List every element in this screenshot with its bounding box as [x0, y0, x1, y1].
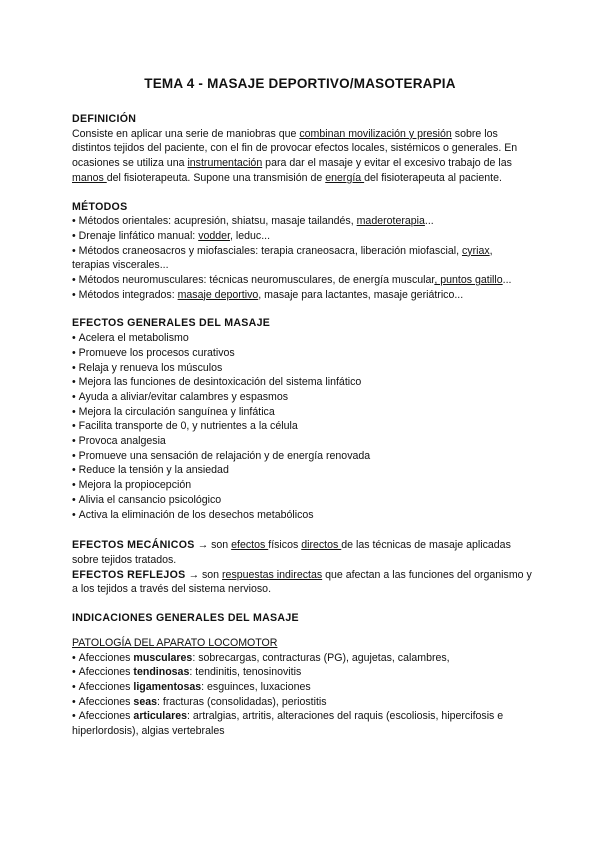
text-run: del fisioterapeuta al paciente.: [364, 171, 502, 184]
list-item: [72, 695, 532, 710]
text-run: Consiste en aplicar una serie de maniobras que: [72, 127, 300, 140]
definicion-heading: DEFINICIÓN: [72, 113, 137, 125]
underlined-text: manos: [72, 171, 107, 184]
indicaciones-heading: INDICACIONES GENERALES DEL MASAJE: [72, 612, 299, 625]
text-run: Afecciones: [78, 710, 134, 723]
bold-text: tendinosas: [133, 666, 190, 679]
underlined-text: maderoterapia: [356, 215, 425, 228]
metodos-list: [72, 214, 532, 302]
bold-text: articulares: [133, 710, 188, 723]
list-item: • Relaja y renueva los músculos: [72, 361, 532, 376]
document-body: [72, 112, 532, 739]
list-item: [72, 288, 532, 303]
text-run: Afecciones: [78, 695, 134, 708]
text-run: Métodos neuromusculares: técnicas neuromusculares, de energía muscular: [78, 274, 435, 287]
list-item: • Reduce la tensión y la ansiedad: [72, 463, 532, 478]
text-run: Afecciones: [78, 680, 134, 693]
metodos-heading: MÉTODOS: [72, 200, 128, 213]
list-item: [72, 651, 532, 666]
list-item: • Alivia el cansancio psicológico: [72, 493, 532, 508]
text-run: : fracturas (consolidadas), periostitis: [157, 695, 327, 708]
definicion-paragraph: [72, 127, 532, 186]
list-item: • Acelera el metabolismo: [72, 331, 532, 346]
page-title: TEMA 4 - MASAJE DEPORTIVO/MASOTERAPIA: [144, 76, 456, 91]
list-item: [72, 244, 532, 273]
text-run: Afecciones: [78, 666, 134, 679]
text-run: ...: [502, 274, 512, 287]
underlined-text: directos: [301, 539, 342, 552]
list-item: • Mejora las funciones de desintoxicación del sistema linfático: [72, 375, 532, 390]
text-run: , leduc...: [230, 229, 271, 242]
text-run: , masaje para lactantes, masaje geriátrico...: [258, 288, 464, 301]
text-run: Afecciones: [78, 651, 134, 664]
bold-text: seas: [133, 695, 157, 708]
efectos-reflejos-label: EFECTOS REFLEJOS: [72, 568, 186, 581]
text-run: Métodos integrados:: [78, 288, 178, 301]
list-item: [72, 214, 532, 229]
text-run: Métodos orientales: acupresión, shiatsu, masaje tailandés,: [78, 215, 357, 228]
text-run: físicos: [268, 539, 302, 552]
efectos-list: [72, 331, 532, 522]
list-item: • Facilita transporte de 0, y nutrientes a la célula: [72, 419, 532, 434]
efectos-mecanicos-label: EFECTOS MECÁNICOS: [72, 539, 195, 552]
list-item: • Mejora la propiocepción: [72, 478, 532, 493]
text-run: de las técnicas de masaje aplicadas sobre tejidos tratados.: [72, 539, 511, 566]
underlined-text: efectos: [231, 539, 269, 552]
list-item: • Promueve una sensación de relajación y de energía renovada: [72, 449, 532, 464]
text-run: , terapias viscerales...: [72, 244, 493, 272]
underlined-text: vodder: [198, 229, 231, 242]
text-run: del fisioterapeuta. Supone una transmisión de: [106, 171, 326, 184]
list-item: • Mejora la circulación sanguínea y linfática: [72, 405, 532, 420]
text-run: : sobrecargas, contracturas (PG), agujetas, calambres,: [192, 651, 450, 664]
underlined-text: , puntos gatillo: [434, 274, 503, 287]
list-item: [72, 665, 532, 680]
bold-text: ligamentosas: [133, 680, 202, 693]
list-item: [72, 709, 532, 738]
underlined-text: energía: [325, 171, 365, 184]
text-run: : artralgias, artritis, alteraciones del raquis (escoliosis, hipercifosis e hiperlordosis), algias vertebrales: [72, 710, 504, 738]
text-run: Métodos craneosacros y miofasciales: terapia craneosacra, liberación miofascial,: [78, 244, 462, 257]
bold-text: musculares: [133, 651, 193, 664]
list-item: [72, 273, 532, 288]
underlined-text: masaje deportivo: [177, 288, 259, 301]
list-item: [72, 680, 532, 695]
underlined-text: combinan movilización y presión: [299, 127, 452, 140]
list-item: • Provoca analgesia: [72, 434, 532, 449]
list-item: • Activa la eliminación de los desechos metabólicos: [72, 508, 532, 523]
text-run: sobre los distintos tejidos del paciente, con el fin de provocar efectos locales, sistémicos o generales. En ocasiones se utiliza una: [72, 127, 518, 170]
efectos-heading: EFECTOS GENERALES DEL MASAJE: [72, 317, 271, 330]
list-item: [72, 229, 532, 244]
efectos-mecanicos-paragraph: [72, 538, 532, 567]
underlined-text: respuestas indirectas: [222, 568, 323, 581]
text-run: : esguinces, luxaciones: [201, 680, 311, 693]
patologia-subheading: PATOLOGÍA DEL APARATO LOCOMOTOR: [72, 636, 278, 649]
text-run: : tendinitis, tenosinovitis: [189, 666, 302, 679]
underlined-text: cyriax: [461, 244, 490, 257]
text-run: → son: [194, 539, 232, 552]
text-run: para dar el masaje y evitar el excesivo trabajo de las: [262, 157, 512, 170]
underlined-text: instrumentación: [187, 157, 263, 170]
text-run: que afectan a las funciones del organismo y a los tejidos a través del sistema nervioso.: [72, 568, 532, 596]
indicaciones-list: [72, 651, 532, 739]
text-run: ...: [424, 215, 434, 228]
list-item: • Promueve los procesos curativos: [72, 346, 532, 361]
text-run: → son: [185, 568, 223, 581]
text-run: Drenaje linfático manual:: [78, 229, 199, 242]
list-item: • Ayuda a aliviar/evitar calambres y espasmos: [72, 390, 532, 405]
efectos-reflejos-paragraph: [72, 568, 532, 597]
